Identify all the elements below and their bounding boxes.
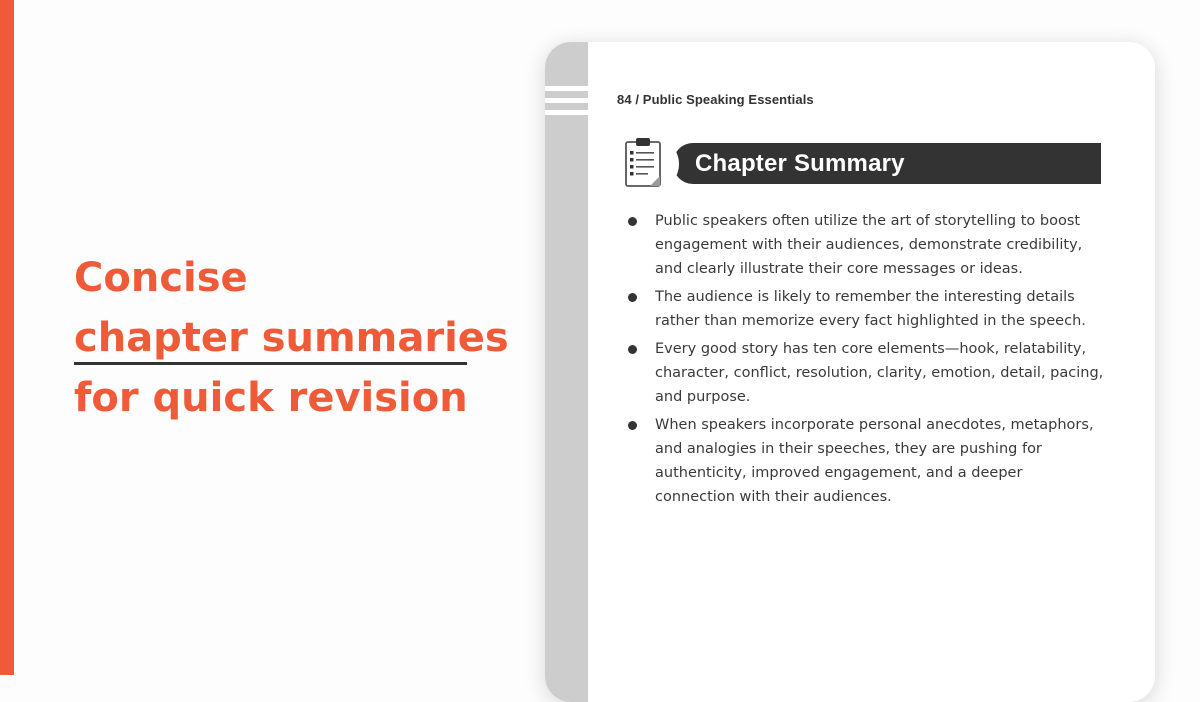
list-item <box>625 209 1105 281</box>
list-item <box>625 413 1105 509</box>
list-item-text: The audience is likely to remember the interesting details rather than memorize every fact highlighted in the speech. <box>655 289 1086 329</box>
list-item <box>625 337 1105 409</box>
clipboard-checklist-icon <box>617 135 679 193</box>
headline-line-1: Concise <box>74 255 248 301</box>
section-banner <box>673 143 1101 184</box>
running-head: 84 / Public Speaking Essentials <box>617 92 814 107</box>
headline-line-2: chapter summaries <box>74 315 509 361</box>
section-title: Chapter Summary <box>695 150 905 177</box>
page-spine <box>545 42 588 702</box>
summary-list <box>625 209 1105 513</box>
book-page-preview <box>545 42 1155 702</box>
bullet <box>628 293 637 302</box>
spine-line <box>545 86 588 91</box>
bullet <box>628 421 637 430</box>
headline <box>74 248 514 428</box>
headline-line-3: for quick revision <box>74 375 468 421</box>
spine-line <box>545 110 588 115</box>
bullet <box>628 217 637 226</box>
list-item-text: Public speakers often utilize the art of storytelling to boost engagement with their audiences, demonstrate credibility, and clearly illustrate their core messages or ideas. <box>655 213 1083 277</box>
accent-stripe <box>0 0 14 675</box>
bullet <box>628 345 637 354</box>
headline-underline <box>74 362 467 365</box>
list-item-text: When speakers incorporate personal anecdotes, metaphors, and analogies in their speeches, they are pushing for authenticity, improved engagement, and a deeper connection with their audiences. <box>655 417 1094 505</box>
list-item <box>625 285 1105 333</box>
spine-line <box>545 98 588 103</box>
list-item-text: Every good story has ten core elements—hook, relatability, character, conflict, resolution, clarity, emotion, detail, pacing, and purpose. <box>655 341 1104 405</box>
